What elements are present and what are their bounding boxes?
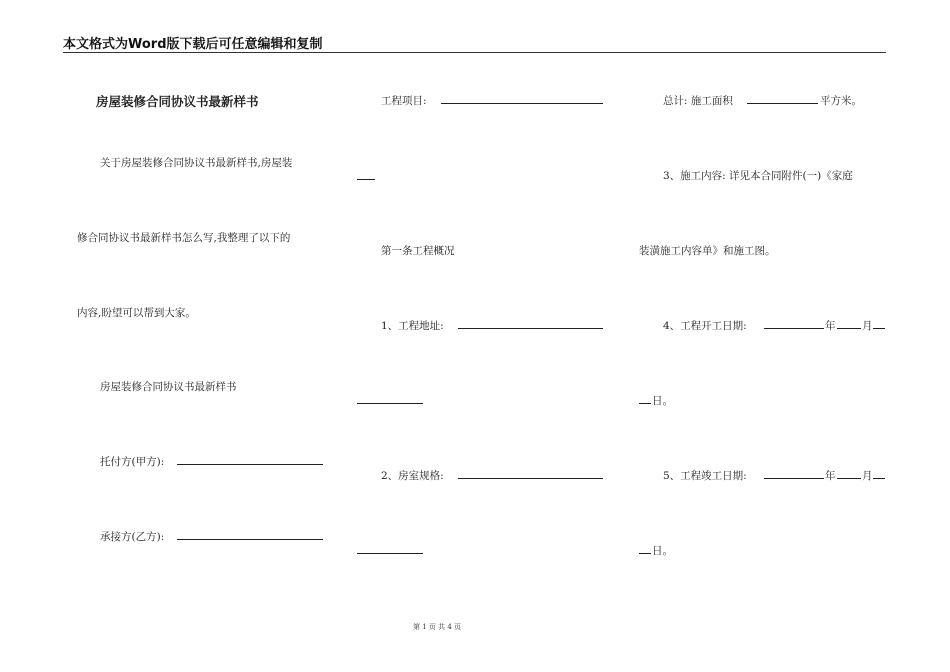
party-b-blank [177,539,323,540]
intro-line-3: 内容,盼望可以帮到大家。 [77,307,196,319]
address-blank [458,328,603,329]
intro-line-1: 关于房屋装修合同协议书最新样书,房屋装 [100,157,293,169]
start-year-char: 年 [825,320,836,332]
intro-line-2: 修合同协议书最新样书怎么写,我整理了以下的 [77,232,291,244]
party-b-label: 承接方(乙方): [100,531,165,543]
end-date-label: 5、工程竣工日期: [663,470,747,482]
start-day-blank-continuation [639,403,651,404]
address-blank-continuation [357,403,423,404]
total-area-blank [747,103,818,104]
end-year-blank [764,478,824,479]
end-month-char: 月 [862,470,873,482]
party-a-blank [177,464,323,465]
header-divider [63,52,886,53]
room-spec-blank [458,478,603,479]
start-day-char: 日。 [652,395,673,407]
start-year-blank [764,328,824,329]
page-number: 第 1 页 共 4 页 [413,623,462,631]
end-day-char: 日。 [652,545,673,557]
start-month-blank [837,328,861,329]
start-date-label: 4、工程开工日期: [663,320,747,332]
end-month-blank [837,478,861,479]
room-spec-label: 2、房室规格: [381,470,444,482]
article-1-heading: 第一条工程概况 [381,245,455,257]
room-spec-blank-continuation [357,553,423,554]
end-day-blank [873,478,885,479]
total-area-prefix: 总计: 施工面积 [663,95,733,107]
address-label: 1、工程地址: [381,320,444,332]
start-month-char: 月 [862,320,873,332]
work-content-line-2: 装潢施工内容单》和施工图。 [639,245,776,257]
document-header: 本文格式为Word版下载后可任意编辑和复制 [63,37,323,52]
total-area-suffix: 平方米。 [820,95,862,107]
project-blank-continuation [357,179,375,180]
project-blank [441,103,603,104]
start-day-blank [873,328,885,329]
section-subtitle: 房屋装修合同协议书最新样书 [100,381,237,393]
end-day-blank-continuation [639,553,651,554]
project-label: 工程项目: [381,95,427,107]
document-title: 房屋装修合同协议书最新样书 [96,94,259,109]
party-a-label: 托付方(甲方): [100,456,165,468]
work-content-line-1: 3、施工内容: 详见本合同附件(一)《家庭 [663,170,853,182]
end-year-char: 年 [825,470,836,482]
